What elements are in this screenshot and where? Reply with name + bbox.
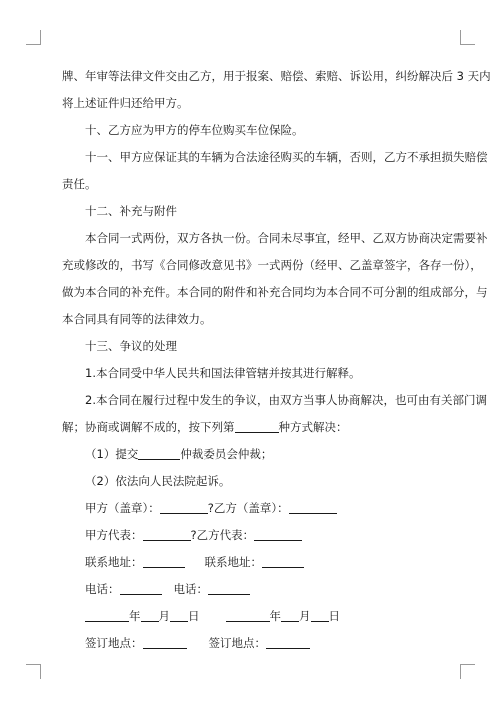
text-segment: 仲裁委员会仲裁； <box>180 447 273 461</box>
fill-blank[interactable] <box>311 609 329 622</box>
party-b-rep-label: ?乙方代表： <box>190 528 255 542</box>
paragraph-line: 本合同具有同等的法律效力。 <box>62 312 212 326</box>
signature-seal-row <box>85 500 337 516</box>
signature-address-row <box>85 554 304 570</box>
month-label: 月 <box>299 609 311 623</box>
fill-blank[interactable] <box>120 582 162 595</box>
fill-blank[interactable] <box>143 528 191 541</box>
clause-11: 十一、甲方应保证其的车辆为合法途径购买的车辆，否则，乙方不承担损失赔偿 <box>85 150 488 164</box>
text-segment: （1）提交 <box>85 447 139 461</box>
crop-mark-bottom-left <box>26 664 41 679</box>
paragraph-line <box>62 419 348 435</box>
fill-blank[interactable] <box>262 555 304 568</box>
paragraph-line: 本合同一式两份，双方各执一份。合同未尽事宜，经甲、乙双方协商决定需要补 <box>85 231 488 245</box>
signature-rep-row <box>85 527 302 543</box>
fill-blank[interactable] <box>143 636 187 649</box>
year-label: 年 <box>129 609 141 623</box>
party-b-seal-label: ?乙方（盖章）： <box>207 501 289 515</box>
fill-blank[interactable] <box>138 447 180 460</box>
fill-blank[interactable] <box>226 609 270 622</box>
crop-mark-top-left <box>26 30 41 45</box>
text-segment: 解；协商或调解不成的，按下列第 <box>62 420 235 434</box>
year-label: 年 <box>269 609 281 623</box>
crop-mark-bottom-right <box>460 664 475 679</box>
paragraph-line: 2.本合同在履行过程中发生的争议，由双方当事人协商解决，也可由有关部门调 <box>85 393 487 407</box>
party-a-rep-label: 甲方代表： <box>85 528 143 542</box>
fill-blank[interactable] <box>266 636 310 649</box>
place-a-label: 签订地点： <box>85 636 143 650</box>
month-label: 月 <box>158 609 170 623</box>
paragraph-line <box>85 446 272 462</box>
fill-blank[interactable] <box>254 528 302 541</box>
paragraph-line: 1.本合同受中华人民共和国法律管辖并按其进行解释。 <box>85 366 361 380</box>
phone-a-label: 电话： <box>85 582 120 596</box>
phone-b-label: 电话： <box>173 582 208 596</box>
fill-blank[interactable] <box>289 501 337 514</box>
day-label: 日 <box>328 609 340 623</box>
address-b-label: 联系地址： <box>204 555 262 569</box>
clause-12-heading: 十二、补充与附件 <box>85 204 177 218</box>
clause-13-heading: 十三、争议的处理 <box>85 339 177 353</box>
fill-blank[interactable] <box>281 609 299 622</box>
paragraph-line: 做为本合同的补充件。本合同的附件和补充合同均为本合同不可分割的组成部分，与 <box>62 285 488 299</box>
day-label: 日 <box>188 609 200 623</box>
place-b-label: 签订地点： <box>208 636 266 650</box>
signature-date-row <box>85 608 340 624</box>
paragraph-line: 责任。 <box>62 177 97 191</box>
fill-blank[interactable] <box>208 582 250 595</box>
clause-10: 十、乙方应为甲方的停车位购买车位保险。 <box>85 123 304 137</box>
paragraph-line: 将上述证件归还给甲方。 <box>62 96 189 110</box>
signature-place-row <box>85 635 310 651</box>
party-a-seal-label: 甲方（盖章）： <box>85 501 160 515</box>
fill-blank[interactable] <box>141 609 159 622</box>
fill-blank[interactable] <box>160 501 208 514</box>
paragraph-line: 牌、年审等法律文件交由乙方，用于报案、赔偿、索赔、诉讼用，纠纷解决后 3 天内 <box>62 69 491 83</box>
fill-blank[interactable] <box>85 609 129 622</box>
crop-mark-top-right <box>460 30 475 45</box>
signature-phone-row <box>85 581 250 597</box>
address-a-label: 联系地址： <box>85 555 143 569</box>
paragraph-line: （2）依法向人民法院起诉。 <box>85 474 231 488</box>
fill-blank[interactable] <box>235 420 279 433</box>
paragraph-line: 充或修改的，书写《合同修改意见书》一式两份（经甲、乙盖章签字，各存一份）， <box>62 258 482 272</box>
fill-blank[interactable] <box>170 609 188 622</box>
text-segment: 种方式解决： <box>278 420 348 434</box>
fill-blank[interactable] <box>143 555 185 568</box>
